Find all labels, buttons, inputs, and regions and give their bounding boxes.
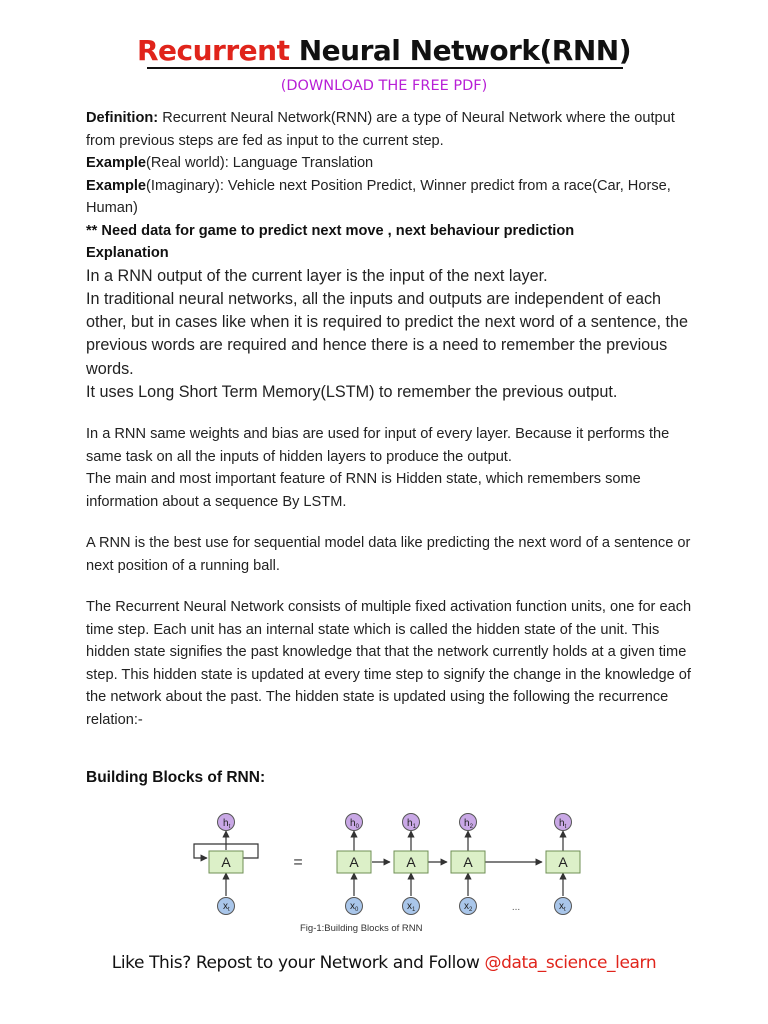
definition-label: Definition: <box>86 110 159 126</box>
h-sub: 2 <box>469 824 473 830</box>
h-sub: 0 <box>355 824 359 830</box>
equals-sign: = <box>293 854 303 871</box>
cell-label: A <box>406 854 416 870</box>
title-underline <box>147 67 623 69</box>
example-real-world <box>86 152 696 175</box>
x-label: x <box>223 901 228 912</box>
h-sub: t <box>564 824 567 830</box>
download-subtitle[interactable]: (DOWNLOAD THE FREE PDF) <box>280 78 488 94</box>
h-sub: 1 <box>412 824 416 830</box>
example-label: Example <box>86 155 147 171</box>
folded-rnn-cell <box>194 814 258 915</box>
example-text: (Imaginary): Vehicle next Position Predict, Winner predict from a race(Car, Horse, Human) <box>86 177 671 216</box>
explanation-paragraph: It uses Long Short Term Memory(LSTM) to remember the previous output. <box>86 382 618 401</box>
explanation-paragraph: In traditional neural networks, all the inputs and outputs are independent of each other, but in cases like when it is required to predict the next word of a sentence, the previous words are required and hence there is a need to remember the previous words. <box>86 289 688 378</box>
rnn-diagram <box>180 800 600 940</box>
h-sub: t <box>228 824 231 830</box>
x-label: x <box>350 901 355 912</box>
note <box>86 220 696 243</box>
example-label: Example <box>86 177 147 194</box>
h-label: h <box>350 818 356 829</box>
title-rest: Neural Network(RNN) <box>298 34 632 67</box>
figure-caption: Fig-1:Building Blocks of RNN <box>300 923 423 934</box>
cell-label: A <box>221 854 231 870</box>
h-label: h <box>223 818 229 829</box>
note-text: ** Need data for game to predict next move , next behaviour prediction <box>86 222 575 239</box>
x-sub: t <box>564 907 566 913</box>
page-title <box>0 32 768 70</box>
x-label: x <box>559 901 564 912</box>
paragraph: A RNN is the best use for sequential model data like predicting the next word of a sentence or next position of a running ball. <box>86 535 691 574</box>
unrolled-chain <box>337 814 580 915</box>
x-label: x <box>464 901 469 912</box>
x-sub: 0 <box>355 907 359 913</box>
document-body <box>86 107 696 731</box>
explanation-heading-text: Explanation <box>86 245 169 261</box>
paragraph: The main and most important feature of RNN is Hidden state, which remembers some information about a sequence By LSTM. <box>86 471 641 510</box>
explanation-block <box>86 265 696 405</box>
explanation-paragraph: In a RNN output of the current layer is the input of the next layer. <box>86 266 548 285</box>
x-sub: 1 <box>412 907 416 913</box>
footer-text: Like This? Repost to your Network and Follow <box>111 953 480 973</box>
explanation-heading <box>86 242 696 265</box>
definition-text: Recurrent Neural Network(RNN) are a type of Neural Network where the output from previous steps are fed as input to the current step. <box>86 110 675 149</box>
definition <box>86 107 696 152</box>
building-blocks-heading: Building Blocks of RNN: <box>86 769 266 786</box>
example-text: (Real world): Language Translation <box>146 155 374 171</box>
h-label: h <box>464 818 470 829</box>
h-label: h <box>559 818 565 829</box>
title-highlight: Recurrent <box>136 34 290 67</box>
example-imaginary <box>86 175 696 220</box>
cell-label: A <box>463 854 473 870</box>
h-label: h <box>407 818 413 829</box>
x-sub: 2 <box>469 907 473 913</box>
paragraph: In a RNN same weights and bias are used for input of every layer. Because it performs the same task on all the inputs of hidden layers to produce the output. <box>86 426 670 465</box>
sequence-ellipsis: ... <box>511 902 521 913</box>
x-label: x <box>407 901 412 912</box>
cell-label: A <box>558 854 568 870</box>
footer-cta <box>0 953 768 973</box>
paragraph: The Recurrent Neural Network consists of multiple fixed activation function units, one for each time step. Each unit has an internal state which is called the hidden state of the unit. This hidden state signifies the past knowledge that that the network currently holds at a given time step. This hidden state is updated at every time step to signify the change in the knowledge of the network about the past. The hidden state is updated using the following the recurrence relation:- <box>86 599 692 728</box>
follow-handle-link[interactable]: @data_science_learn <box>484 953 657 973</box>
cell-label: A <box>349 854 359 870</box>
x-sub: t <box>228 907 230 913</box>
